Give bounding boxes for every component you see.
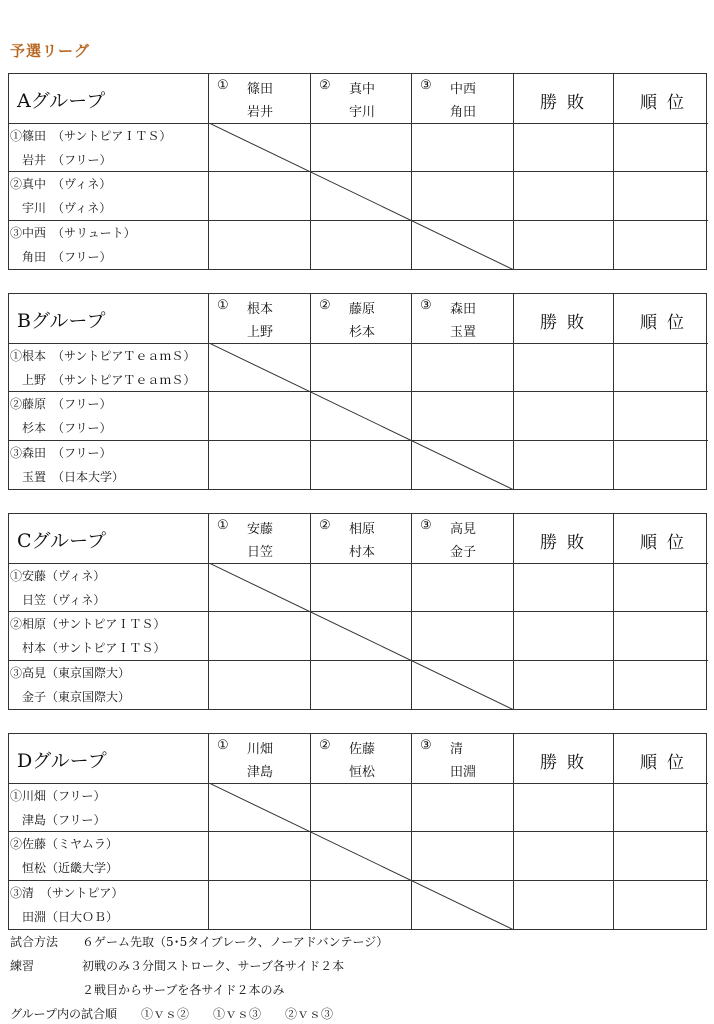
row-player-2: 田淵（日大ＯＢ） xyxy=(10,910,119,924)
col-number: ① xyxy=(217,78,229,93)
footer-line: 練習 初戦のみ３分間ストローク、サーブ各サイド２本 xyxy=(10,959,345,973)
row-player-1: ①篠田 （サントピアＩＴＳ） xyxy=(10,129,172,143)
diagonal-line xyxy=(209,343,514,490)
col-player-1: 清 xyxy=(450,742,464,757)
row-player-1: ②佐藤（ミヤムラ） xyxy=(10,837,118,851)
row-player-1: ①根本 （サントピアＴｅａｍＳ） xyxy=(10,349,196,363)
col-player-2: 宇川 xyxy=(349,105,376,120)
group-table-c xyxy=(8,513,707,710)
row-player-2: 日笠（ヴィネ） xyxy=(10,593,106,607)
col-player-1: 中西 xyxy=(450,82,477,97)
score-cell xyxy=(614,441,708,490)
col-player-2: 角田 xyxy=(450,105,477,120)
row-player-2: 村本（サントピアＩＴＳ） xyxy=(10,641,166,655)
score-cell xyxy=(514,221,614,270)
score-cell xyxy=(514,784,614,832)
col-player-1: 佐藤 xyxy=(349,742,376,757)
col-player-1: 森田 xyxy=(450,302,477,317)
row-player-2: 岩井 （フリー） xyxy=(10,153,112,167)
diagonal-line xyxy=(209,563,514,710)
col-player-2: 金子 xyxy=(450,545,477,560)
score-cell xyxy=(514,124,614,172)
col-player-2: 日笠 xyxy=(247,545,274,560)
score-cell xyxy=(514,612,614,661)
col-player-1: 安藤 xyxy=(247,522,274,537)
group-name: Dグループ xyxy=(17,750,107,772)
score-cell xyxy=(614,344,708,392)
score-cell xyxy=(514,172,614,221)
footer-line: グループ内の試合順 ①ｖｓ② ①ｖｓ③ ②ｖｓ③ xyxy=(10,1007,334,1021)
row-player-1: ②藤原 （フリー） xyxy=(10,397,112,411)
score-cell xyxy=(614,881,708,930)
col-player-2: 岩井 xyxy=(247,105,274,120)
group-table-d xyxy=(8,733,707,930)
row-player-2: 玉置 （日本大学） xyxy=(10,470,125,484)
col-number: ③ xyxy=(420,738,432,753)
row-player-2: 上野 （サントピアＴｅａｍＳ） xyxy=(10,373,196,387)
row-player-2: 恒松（近畿大学） xyxy=(10,861,119,875)
col-player-1: 高見 xyxy=(450,522,477,537)
footer-line: 試合方法 ６ゲーム先取（5･5タイブレーク、ノーアドバンテージ） xyxy=(10,935,389,949)
rank-header: 順位 xyxy=(640,93,694,113)
col-number: ③ xyxy=(420,78,432,93)
rank-header: 順位 xyxy=(640,753,694,773)
group-name: Aグループ xyxy=(17,90,106,112)
col-player-2: 村本 xyxy=(349,545,376,560)
group-name: Cグループ xyxy=(17,530,107,552)
col-player-1: 相原 xyxy=(349,522,376,537)
rank-header: 順位 xyxy=(640,313,694,333)
row-player-1: ①川畑（フリー） xyxy=(10,789,106,803)
row-player-1: ③森田 （フリー） xyxy=(10,446,112,460)
col-number: ③ xyxy=(420,518,432,533)
row-player-1: ②相原（サントピアＩＴＳ） xyxy=(10,617,166,631)
page-title: 予選リーグ xyxy=(10,42,91,60)
score-cell xyxy=(514,832,614,881)
col-player-1: 篠田 xyxy=(247,82,274,97)
score-cell xyxy=(614,612,708,661)
score-cell xyxy=(614,124,708,172)
score-cell xyxy=(514,392,614,441)
row-player-1: ②真中 （ヴィネ） xyxy=(10,177,112,191)
group-table-b xyxy=(8,293,707,490)
diagonal-line xyxy=(209,123,514,270)
row-player-2: 津島（フリー） xyxy=(10,813,106,827)
row-player-1: ③清 （サントピア） xyxy=(10,886,124,900)
col-number: ① xyxy=(217,738,229,753)
win-loss-header: 勝敗 xyxy=(540,313,594,333)
col-player-2: 上野 xyxy=(247,325,274,340)
footer-line: ２戦目からサーブを各サイド２本のみ xyxy=(10,983,285,997)
row-player-1: ③高見（東京国際大） xyxy=(10,666,131,680)
score-cell xyxy=(614,784,708,832)
row-player-1: ①安藤（ヴィネ） xyxy=(10,569,106,583)
col-number: ② xyxy=(319,78,331,93)
col-player-2: 玉置 xyxy=(450,325,477,340)
col-number: ② xyxy=(319,518,331,533)
row-player-2: 杉本 （フリー） xyxy=(10,421,112,435)
win-loss-header: 勝敗 xyxy=(540,533,594,553)
col-player-1: 藤原 xyxy=(349,302,376,317)
score-cell xyxy=(514,344,614,392)
score-cell xyxy=(614,172,708,221)
win-loss-header: 勝敗 xyxy=(540,753,594,773)
col-player-1: 真中 xyxy=(349,82,376,97)
score-cell xyxy=(514,441,614,490)
score-cell xyxy=(614,661,708,710)
row-player-2: 金子（東京国際大） xyxy=(10,690,131,704)
score-cell xyxy=(614,392,708,441)
row-player-2: 角田 （フリー） xyxy=(10,250,112,264)
col-player-2: 恒松 xyxy=(349,765,376,780)
col-number: ② xyxy=(319,298,331,313)
score-cell xyxy=(614,221,708,270)
win-loss-header: 勝敗 xyxy=(540,93,594,113)
col-player-2: 田淵 xyxy=(450,765,477,780)
group-table-a xyxy=(8,73,707,270)
col-player-2: 杉本 xyxy=(349,325,376,340)
col-player-1: 川畑 xyxy=(247,742,274,757)
col-number: ③ xyxy=(420,298,432,313)
col-number: ② xyxy=(319,738,331,753)
group-name: Bグループ xyxy=(17,310,106,332)
score-cell xyxy=(514,881,614,930)
row-player-1: ③中西 （サリュート） xyxy=(10,226,136,240)
col-player-1: 根本 xyxy=(247,302,274,317)
score-cell xyxy=(614,564,708,612)
score-cell xyxy=(614,832,708,881)
col-player-2: 津島 xyxy=(247,765,274,780)
score-cell xyxy=(514,661,614,710)
col-number: ① xyxy=(217,298,229,313)
rank-header: 順位 xyxy=(640,533,694,553)
col-number: ① xyxy=(217,518,229,533)
diagonal-line xyxy=(209,783,514,930)
score-cell xyxy=(514,564,614,612)
row-player-2: 宇川 （ヴィネ） xyxy=(10,201,112,215)
